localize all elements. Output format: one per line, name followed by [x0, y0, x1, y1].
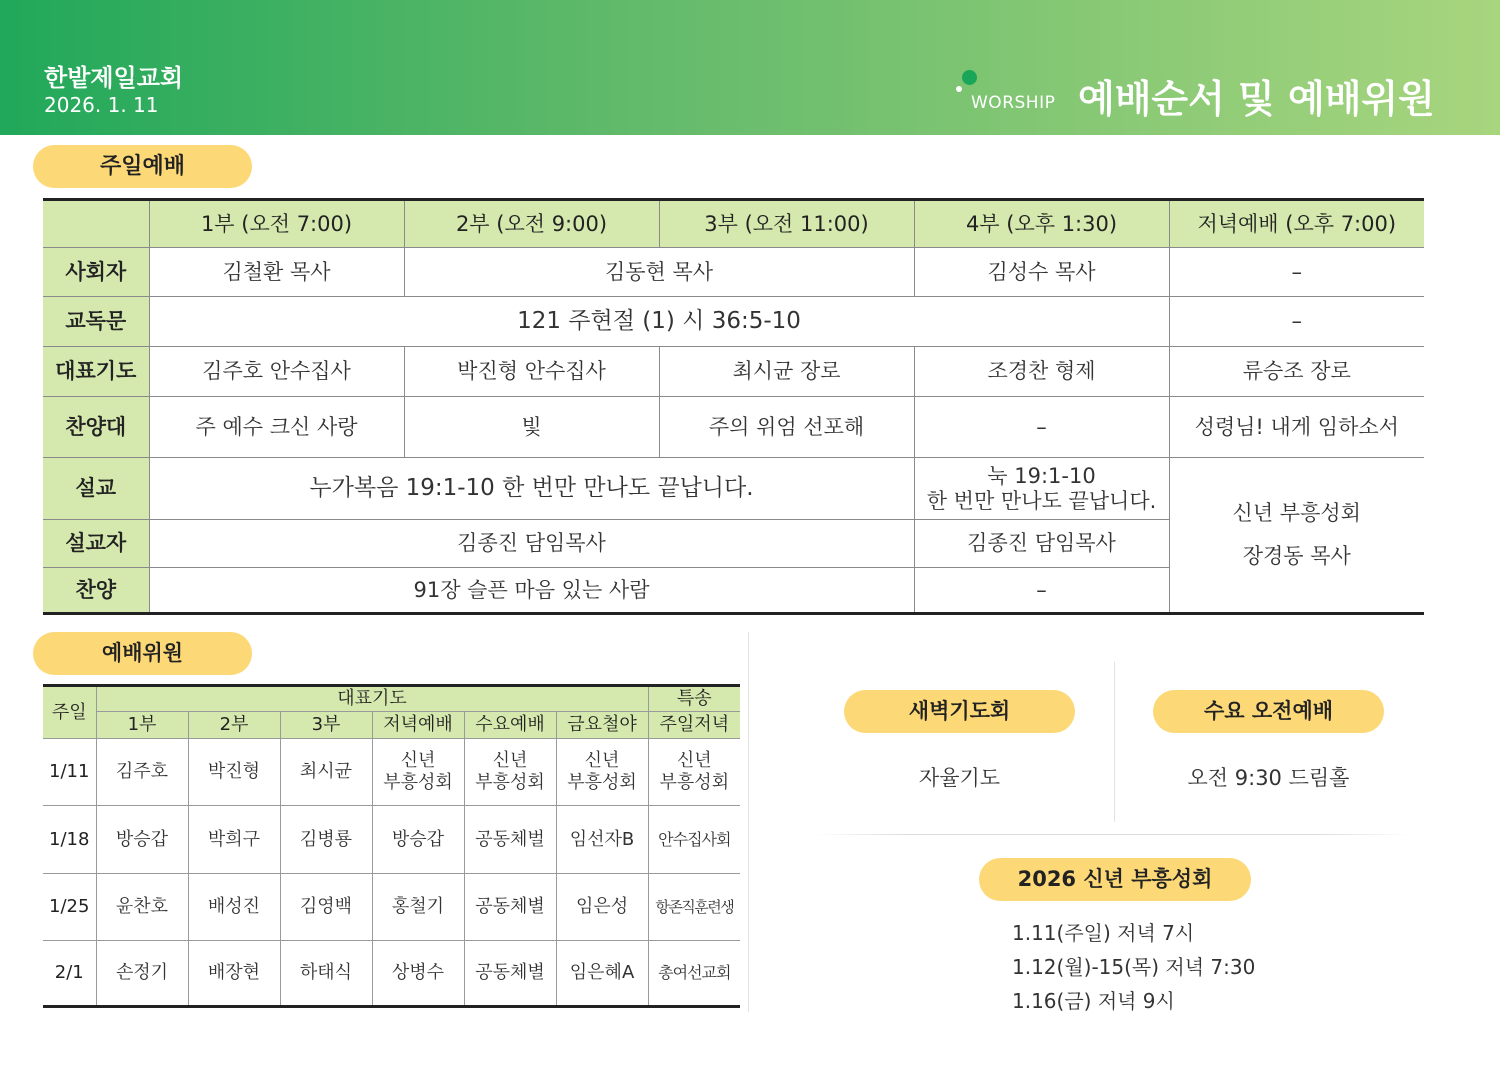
cell: 윤찬호 [96, 874, 188, 941]
cell: – [1169, 297, 1424, 347]
row-header: 사회자 [43, 248, 149, 297]
panel-divider [748, 632, 749, 1012]
cell: 손정기 [96, 941, 188, 1007]
cell: 성령님! 내게 임하소서 [1169, 397, 1424, 458]
cell: 배장현 [188, 941, 280, 1007]
cell: – [914, 397, 1169, 458]
cell: 김주호 [96, 739, 188, 806]
col-header: 3부 [280, 712, 372, 739]
cell: 방승갑 [372, 806, 464, 874]
revival-schedule-line: 1.16(금) 저녁 9시 [1012, 989, 1175, 1013]
col-header: 1부 [96, 712, 188, 739]
cell: 홍철기 [372, 874, 464, 941]
cell-line: 신년 [584, 750, 620, 771]
special-group-header: 특송 [648, 686, 740, 712]
cell: 김철환 목사 [149, 248, 404, 297]
col-header: 4부 (오후 1:30) [914, 200, 1169, 248]
cell: 항존직훈련생 [648, 874, 740, 941]
cell: 91장 슬픈 마음 있는 사람 [149, 568, 914, 614]
sunday-service-table [43, 198, 1424, 615]
row-header: 찬양대 [43, 397, 149, 458]
cell: 공동체별 [464, 874, 556, 941]
cell: 김성수 목사 [914, 248, 1169, 297]
cell: 방승갑 [96, 806, 188, 874]
cell: 빛 [404, 397, 659, 458]
sermon-title: 한 번만 만나도 끝납니다. [926, 488, 1157, 513]
cell: 김동현 목사 [404, 248, 914, 297]
revival-schedule-line: 1.12(월)-15(목) 저녁 7:30 [1012, 955, 1256, 979]
cell-line: 부흥성회 [383, 772, 453, 793]
cell: 상병수 [372, 941, 464, 1007]
col-header: 수요예배 [464, 712, 556, 739]
row-date: 1/18 [43, 806, 96, 874]
bulletin-date: 2026. 1. 11 [44, 93, 159, 117]
cell: 임은혜A [556, 941, 648, 1007]
cell: 안수집사회 [648, 806, 740, 874]
revival-event: 신년 부흥성회 [1232, 501, 1361, 525]
col-header: 금요철야 [556, 712, 648, 739]
col-header: 2부 [188, 712, 280, 739]
cell: 주의 위엄 선포해 [659, 397, 914, 458]
cell: 김영백 [280, 874, 372, 941]
revival-schedule-line: 1.11(주일) 저녁 7시 [1012, 921, 1195, 945]
col-header: 주일저녁 [648, 712, 740, 739]
cell: 최시균 장로 [659, 347, 914, 397]
section-tag: WORSHIP [971, 93, 1056, 113]
evening-sermon-cell [1169, 458, 1424, 614]
cell: – [914, 568, 1169, 614]
cell: 누가복음 19:1-10 한 번만 만나도 끝납니다. [149, 458, 914, 520]
corner-cell [43, 200, 149, 248]
cell: 총여선교회 [648, 941, 740, 1007]
cell: – [1169, 248, 1424, 297]
col-header: 저녁예배 [372, 712, 464, 739]
row-date: 1/11 [43, 739, 96, 806]
dawn-prayer-label: 새벽기도회 [844, 690, 1075, 733]
cell: 김병룡 [280, 806, 372, 874]
dawn-prayer-text: 자율기도 [918, 766, 1001, 790]
cell: 류승조 장로 [1169, 347, 1424, 397]
cell: 임은성 [556, 874, 648, 941]
cell: 공동체별 [464, 941, 556, 1007]
cell [556, 739, 648, 806]
cell: 임선자B [556, 806, 648, 874]
cell [464, 739, 556, 806]
cell: 박진형 [188, 739, 280, 806]
row-header: 설교자 [43, 520, 149, 568]
cell: 공동체벌 [464, 806, 556, 874]
col-header: 1부 (오전 7:00) [149, 200, 404, 248]
cell-line: 부흥성회 [659, 772, 730, 793]
cell: 박진형 안수집사 [404, 347, 659, 397]
cell: 김주호 안수집사 [149, 347, 404, 397]
sermon-ref: 눅 19:1-10 [987, 463, 1096, 488]
cell-line: 신년 [492, 750, 528, 771]
week-header: 주일 [43, 686, 96, 739]
panel-divider [815, 834, 1410, 835]
wednesday-morning-text: 오전 9:30 드림홀 [1187, 766, 1350, 790]
sunday-service-label: 주일예배 [33, 145, 252, 188]
row-date: 2/1 [43, 941, 96, 1007]
prayer-group-header: 대표기도 [96, 686, 648, 712]
cell: 박희구 [188, 806, 280, 874]
cell-line: 신년 [676, 750, 712, 771]
cell: 김종진 담임목사 [149, 520, 914, 568]
panel-divider [1114, 662, 1115, 822]
wednesday-morning-label: 수요 오전예배 [1153, 690, 1384, 733]
church-name: 한밭제일교회 [44, 64, 184, 92]
cell [914, 458, 1169, 520]
cell: 하태식 [280, 941, 372, 1007]
committee-label: 예배위원 [33, 632, 252, 675]
white-dot-icon [956, 86, 962, 92]
cell-line: 신년 [400, 750, 436, 771]
cell: 121 주현절 (1) 시 36:5-10 [149, 297, 1169, 347]
row-header: 설교 [43, 458, 149, 520]
cell [648, 739, 740, 806]
cell-line: 부흥성회 [475, 772, 545, 793]
col-header: 3부 (오전 11:00) [659, 200, 914, 248]
cell: 최시균 [280, 739, 372, 806]
page-title: 예배순서 및 예배위원 [1078, 77, 1435, 121]
row-header: 찬양 [43, 568, 149, 614]
green-dot-icon [962, 70, 977, 85]
row-header: 대표기도 [43, 347, 149, 397]
cell [372, 739, 464, 806]
row-date: 1/25 [43, 874, 96, 941]
cell: 주 예수 크신 사랑 [149, 397, 404, 458]
col-header: 저녁예배 (오후 7:00) [1169, 200, 1424, 248]
revival-label: 2026 신년 부흥성회 [979, 858, 1251, 901]
row-header: 교독문 [43, 297, 149, 347]
cell: 김종진 담임목사 [914, 520, 1169, 568]
revival-speaker: 장경동 목사 [1242, 544, 1351, 568]
cell-line: 부흥성회 [567, 772, 637, 793]
cell: 조경찬 형제 [914, 347, 1169, 397]
committee-table [43, 684, 740, 1008]
cell: 배성진 [188, 874, 280, 941]
col-header: 2부 (오전 9:00) [404, 200, 659, 248]
